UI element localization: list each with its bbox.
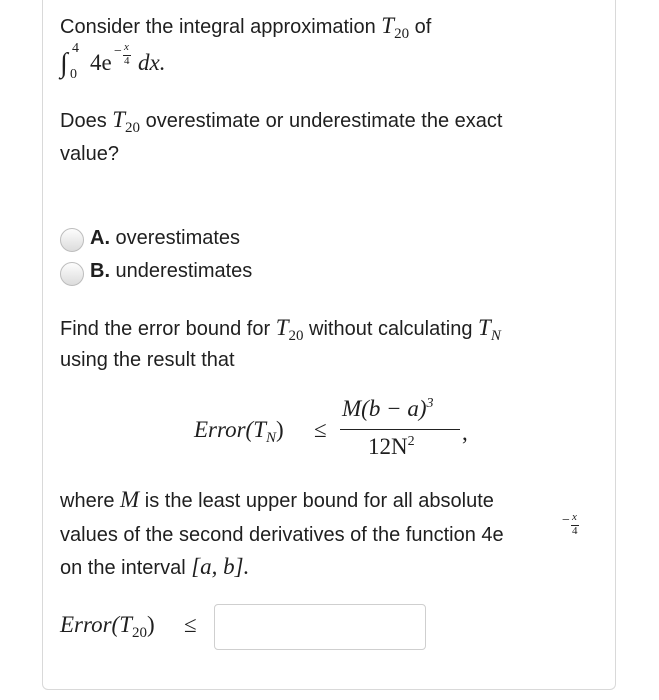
integrand-coefficient: 4e xyxy=(90,50,112,75)
option-b-text[interactable]: B. underestimates xyxy=(90,260,253,282)
where-line2: values of the second derivatives of the function 4e xyxy=(60,524,504,546)
integral-lower-limit: 0 xyxy=(70,67,77,82)
error-bound-input[interactable] xyxy=(214,604,426,650)
question2-line1: Find the error bound for $T_{20}$ without calculating $T_N$ xyxy=(60,315,501,344)
formula-comma: , xyxy=(462,420,468,445)
formula-leq: ≤ xyxy=(314,417,327,442)
where-line3: on the interval [a, b]. xyxy=(60,554,250,579)
intro-text: Consider the integral approximation xyxy=(60,16,382,38)
tn-symbol: $T_N$ xyxy=(478,315,501,344)
formula-fraction-bar xyxy=(340,429,460,430)
integral-dx: dx. xyxy=(138,50,166,75)
t20-symbol: $T_{20}$ xyxy=(112,107,141,136)
where-exponent-numerator: x xyxy=(572,511,577,523)
intro-line xyxy=(60,12,431,48)
question2-line2: using the result that xyxy=(60,349,235,371)
where-exponent-sign: − xyxy=(562,513,570,528)
radio-option-a[interactable] xyxy=(60,228,84,252)
answer-leq: ≤ xyxy=(184,612,197,637)
t20-symbol-2: $T_{20}$ xyxy=(275,315,304,344)
integral-upper-limit: 4 xyxy=(72,41,79,56)
m-symbol: M xyxy=(120,487,140,512)
intro-text-of: of xyxy=(409,16,432,38)
option-a-text[interactable]: A. overestimates xyxy=(90,227,241,249)
formula-numerator: $M(b - a)^3$ xyxy=(342,396,434,421)
formula-lhs: $Error(T_N)$ xyxy=(194,417,284,446)
answer-label: $Error(T_{20})$ xyxy=(60,612,155,641)
question1-line2: value? xyxy=(60,143,119,165)
radio-option-b[interactable] xyxy=(60,262,84,286)
exponent-denominator: 4 xyxy=(124,55,130,67)
where-exponent-denominator: 4 xyxy=(572,525,578,537)
interval-expression: [a, b]. xyxy=(191,554,250,579)
exponent-numerator: x xyxy=(124,41,129,53)
integral-sign: ∫ xyxy=(60,48,68,79)
exponent-sign: − xyxy=(114,44,122,59)
question1-line1: Does $T_{20}$ overestimate or underestimate the exact xyxy=(60,107,503,136)
formula-denominator: $12N^2$ xyxy=(368,434,415,459)
t-symbol: $T_{20}$ xyxy=(381,13,410,42)
where-line1: where M is the least upper bound for all absolute xyxy=(60,487,494,512)
